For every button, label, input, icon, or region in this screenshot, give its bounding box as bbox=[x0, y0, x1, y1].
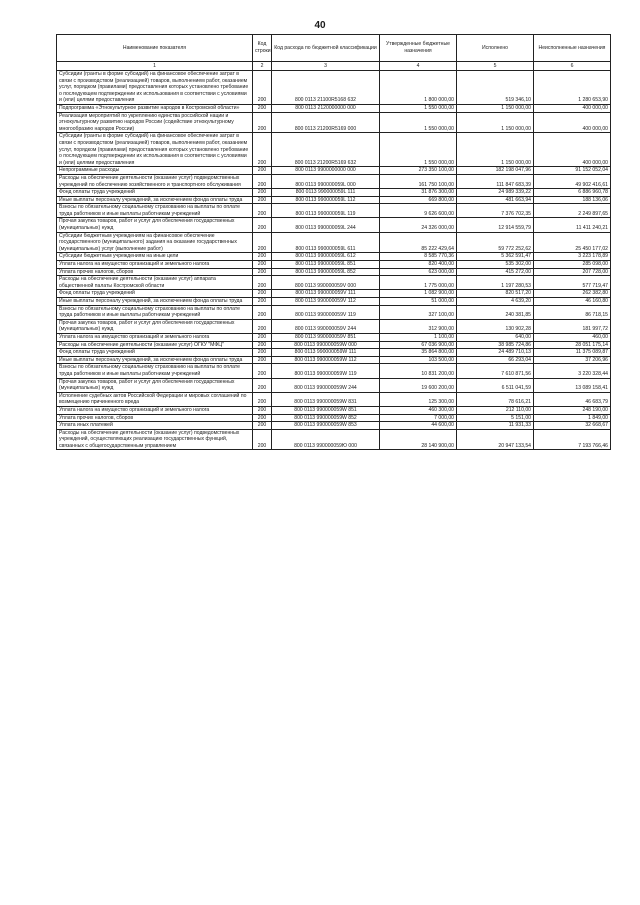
row-line-code: 200 bbox=[253, 290, 272, 298]
row-unexecuted-amount: 3 223 178,89 bbox=[534, 253, 611, 261]
row-executed-amount: 5 362 591,47 bbox=[457, 253, 534, 261]
row-approved-amount: 327 100,00 bbox=[380, 305, 457, 319]
row-name: Уплата прочих налогов, сборов bbox=[57, 268, 253, 276]
row-unexecuted-amount: 400 000,00 bbox=[534, 104, 611, 112]
header-name: Наименование показателя bbox=[57, 35, 253, 62]
row-unexecuted-amount: 6 886 960,78 bbox=[534, 189, 611, 197]
row-name: Прочая закупка товаров, работ и услуг для обеспечения государственных (муниципальных) нужд bbox=[57, 319, 253, 333]
row-approved-amount: 125 300,00 bbox=[380, 392, 457, 406]
header-unexecuted: Неисполненные назначения bbox=[534, 35, 611, 62]
row-unexecuted-amount: 11 375 089,87 bbox=[534, 349, 611, 357]
row-line-code: 200 bbox=[253, 429, 272, 450]
row-expense-code: 800 0113 990000059W 112 bbox=[272, 356, 380, 364]
row-executed-amount: 7 376 702,35 bbox=[457, 204, 534, 218]
row-unexecuted-amount: 46 160,80 bbox=[534, 298, 611, 306]
table-row bbox=[57, 414, 611, 422]
row-executed-amount: 11 931,33 bbox=[457, 422, 534, 430]
column-number: 1 bbox=[57, 62, 253, 71]
table-row bbox=[57, 298, 611, 306]
row-name: Фонд оплаты труда учреждений bbox=[57, 349, 253, 357]
row-expense-code: 800 0113 990000059V 119 bbox=[272, 305, 380, 319]
row-unexecuted-amount: 46 683,79 bbox=[534, 392, 611, 406]
row-unexecuted-amount: 91 152 052,04 bbox=[534, 167, 611, 175]
row-executed-amount: 12 914 559,79 bbox=[457, 218, 534, 232]
row-line-code: 200 bbox=[253, 253, 272, 261]
row-unexecuted-amount: 1 280 653,90 bbox=[534, 71, 611, 105]
table-row bbox=[57, 378, 611, 392]
column-number: 3 bbox=[272, 62, 380, 71]
row-executed-amount: 130 902,28 bbox=[457, 319, 534, 333]
row-approved-amount: 24 326 000,00 bbox=[380, 218, 457, 232]
row-expense-code: 800 0113 990000059W 244 bbox=[272, 378, 380, 392]
row-unexecuted-amount: 32 668,67 bbox=[534, 422, 611, 430]
row-unexecuted-amount: 400 000,00 bbox=[534, 112, 611, 133]
row-executed-amount: 66 293,04 bbox=[457, 356, 534, 364]
row-line-code: 200 bbox=[253, 305, 272, 319]
row-executed-amount: 5 151,00 bbox=[457, 414, 534, 422]
row-approved-amount: 1 775 000,00 bbox=[380, 276, 457, 290]
row-unexecuted-amount: 28 051 175,14 bbox=[534, 341, 611, 349]
row-approved-amount: 623 000,00 bbox=[380, 268, 457, 276]
row-line-code: 200 bbox=[253, 167, 272, 175]
table-row bbox=[57, 406, 611, 414]
row-name: Непрограммные расходы bbox=[57, 167, 253, 175]
row-name: Иные выплаты персоналу учреждений, за исключением фонда оплаты труда bbox=[57, 356, 253, 364]
row-unexecuted-amount: 37 206,96 bbox=[534, 356, 611, 364]
row-expense-code: 800 0113 21200R5169 632 bbox=[272, 133, 380, 167]
row-name: Взносы по обязательному социальному страхованию на выплаты по оплате труда работников и иные выплаты работникам учреждений bbox=[57, 204, 253, 218]
row-unexecuted-amount: 181 997,72 bbox=[534, 319, 611, 333]
table-row bbox=[57, 319, 611, 333]
row-line-code: 200 bbox=[253, 196, 272, 204]
row-name: Иные выплаты персоналу учреждений, за исключением фонда оплаты труда bbox=[57, 196, 253, 204]
row-line-code: 200 bbox=[253, 422, 272, 430]
row-executed-amount: 24 489 710,13 bbox=[457, 349, 534, 357]
row-approved-amount: 1 800 000,00 bbox=[380, 71, 457, 105]
row-approved-amount: 67 036 900,00 bbox=[380, 341, 457, 349]
row-line-code: 200 bbox=[253, 341, 272, 349]
row-line-code: 200 bbox=[253, 333, 272, 341]
row-line-code: 200 bbox=[253, 104, 272, 112]
row-expense-code: 800 0113 990000059L 119 bbox=[272, 204, 380, 218]
row-name: Прочая закупка товаров, работ и услуг для обеспечения государственных (муниципальных) нужд bbox=[57, 378, 253, 392]
row-name: Субсидии бюджетным учреждениям на финансовое обеспечение государственного (муниципального) задания на оказание государственных (муниципальных) услуг (выполнение работ) bbox=[57, 232, 253, 253]
row-executed-amount: 1 197 280,53 bbox=[457, 276, 534, 290]
row-executed-amount: 640,00 bbox=[457, 333, 534, 341]
row-line-code: 200 bbox=[253, 261, 272, 269]
row-expense-code: 800 0113 990000059W 119 bbox=[272, 364, 380, 378]
row-executed-amount: 59 772 252,62 bbox=[457, 232, 534, 253]
row-expense-code: 800 0113 21200R5169 000 bbox=[272, 112, 380, 133]
table-row bbox=[57, 268, 611, 276]
column-number: 6 bbox=[534, 62, 611, 71]
row-line-code: 200 bbox=[253, 218, 272, 232]
row-line-code: 200 bbox=[253, 133, 272, 167]
row-name: Расходы на обеспечение деятельности (оказание услуг) подведомственных учреждений по обеспечению хозяйственного и транспортного обслуживания bbox=[57, 174, 253, 188]
row-expense-code: 800 0113 990000059L 112 bbox=[272, 196, 380, 204]
row-approved-amount: 1 550 000,00 bbox=[380, 112, 457, 133]
row-expense-code: 800 0113 990000059V 112 bbox=[272, 298, 380, 306]
row-approved-amount: 28 140 900,00 bbox=[380, 429, 457, 450]
row-approved-amount: 35 864 800,00 bbox=[380, 349, 457, 357]
row-line-code: 200 bbox=[253, 406, 272, 414]
row-line-code: 200 bbox=[253, 204, 272, 218]
row-name: Иные выплаты персоналу учреждений, за исключением фонда оплаты труда bbox=[57, 298, 253, 306]
table-row bbox=[57, 429, 611, 450]
row-name: Уплата прочих налогов, сборов bbox=[57, 414, 253, 422]
header-executed: Исполнено bbox=[457, 35, 534, 62]
row-unexecuted-amount: 400 000,00 bbox=[534, 133, 611, 167]
table-row bbox=[57, 290, 611, 298]
table-row bbox=[57, 232, 611, 253]
table-row bbox=[57, 422, 611, 430]
table-row bbox=[57, 349, 611, 357]
row-expense-code: 800 0113 990000059L 611 bbox=[272, 232, 380, 253]
row-approved-amount: 51 000,00 bbox=[380, 298, 457, 306]
row-expense-code: 800 0113 990000059V 244 bbox=[272, 319, 380, 333]
table-row bbox=[57, 189, 611, 197]
row-expense-code: 800 0113 990000059W 831 bbox=[272, 392, 380, 406]
row-executed-amount: 1 150 000,00 bbox=[457, 112, 534, 133]
row-executed-amount: 7 610 871,56 bbox=[457, 364, 534, 378]
row-line-code: 200 bbox=[253, 276, 272, 290]
row-unexecuted-amount: 7 193 766,46 bbox=[534, 429, 611, 450]
row-approved-amount: 460 300,00 bbox=[380, 406, 457, 414]
row-line-code: 200 bbox=[253, 378, 272, 392]
row-unexecuted-amount: 13 089 158,41 bbox=[534, 378, 611, 392]
table-row bbox=[57, 204, 611, 218]
table-row bbox=[57, 364, 611, 378]
column-number: 2 bbox=[253, 62, 272, 71]
row-expense-code: 800 0113 990000059L 851 bbox=[272, 261, 380, 269]
row-name: Субсидии бюджетным учреждениям на иные цели bbox=[57, 253, 253, 261]
row-expense-code: 800 0113 990000059W 111 bbox=[272, 349, 380, 357]
table-row bbox=[57, 71, 611, 105]
row-approved-amount: 1 550 000,00 bbox=[380, 133, 457, 167]
row-unexecuted-amount: 2 249 897,65 bbox=[534, 204, 611, 218]
row-unexecuted-amount: 1 849,00 bbox=[534, 414, 611, 422]
row-expense-code: 800 0113 2120000000 000 bbox=[272, 104, 380, 112]
row-name: Фонд оплаты труда учреждений bbox=[57, 290, 253, 298]
row-name: Уплата налога на имущество организаций и земельного налога bbox=[57, 406, 253, 414]
page-number: 40 bbox=[314, 20, 326, 31]
row-expense-code: 800 0113 9900000000 000 bbox=[272, 167, 380, 175]
table-row bbox=[57, 341, 611, 349]
row-expense-code: 800 0113 990000059V 111 bbox=[272, 290, 380, 298]
table-row bbox=[57, 305, 611, 319]
row-unexecuted-amount: 11 411 240,21 bbox=[534, 218, 611, 232]
row-expense-code: 800 0113 990000059L 852 bbox=[272, 268, 380, 276]
row-expense-code: 800 0113 990000059W 852 bbox=[272, 414, 380, 422]
row-name: Расходы на обеспечение деятельности (оказание услуг) подведомственных учреждений, осуществляющих реализацию государственных функций, связанных с общегосударственным управлением bbox=[57, 429, 253, 450]
row-approved-amount: 31 876 300,00 bbox=[380, 189, 457, 197]
row-expense-code: 800 0113 990000059L 612 bbox=[272, 253, 380, 261]
row-name: Реализация мероприятий по укреплению единства российской нации и этнокультурному развитию народов России (содействие этнокультурному многообразию народов России) bbox=[57, 112, 253, 133]
row-expense-code: 800 0113 990000059W 851 bbox=[272, 406, 380, 414]
row-executed-amount: 481 663,94 bbox=[457, 196, 534, 204]
row-name: Расходы на обеспечение деятельности (оказание услуг) аппарата общественной палаты Костромской области bbox=[57, 276, 253, 290]
table-row bbox=[57, 112, 611, 133]
table-row bbox=[57, 261, 611, 269]
row-executed-amount: 519 346,10 bbox=[457, 71, 534, 105]
row-line-code: 200 bbox=[253, 356, 272, 364]
row-executed-amount: 38 985 724,86 bbox=[457, 341, 534, 349]
table-row bbox=[57, 356, 611, 364]
row-approved-amount: 273 350 100,00 bbox=[380, 167, 457, 175]
table-row bbox=[57, 333, 611, 341]
row-name: Фонд оплаты труда учреждений bbox=[57, 189, 253, 197]
row-executed-amount: 20 947 133,54 bbox=[457, 429, 534, 450]
row-expense-code: 800 0113 990000059V 000 bbox=[272, 276, 380, 290]
table-row bbox=[57, 218, 611, 232]
table-row bbox=[57, 253, 611, 261]
budget-execution-table bbox=[56, 34, 611, 450]
row-approved-amount: 10 831 200,00 bbox=[380, 364, 457, 378]
table-row bbox=[57, 276, 611, 290]
table-row bbox=[57, 196, 611, 204]
row-approved-amount: 103 500,00 bbox=[380, 356, 457, 364]
row-unexecuted-amount: 460,00 bbox=[534, 333, 611, 341]
row-unexecuted-amount: 49 902 416,61 bbox=[534, 174, 611, 188]
row-unexecuted-amount: 577 719,47 bbox=[534, 276, 611, 290]
header-approved: Утвержденные бюджетные назначения bbox=[380, 35, 457, 62]
row-name: Уплата налога на имущество организаций и земельного налога bbox=[57, 333, 253, 341]
row-expense-code: 800 0113 990000059L 000 bbox=[272, 174, 380, 188]
row-approved-amount: 85 222 429,64 bbox=[380, 232, 457, 253]
row-line-code: 200 bbox=[253, 298, 272, 306]
row-expense-code: 800 0113 990000059L 111 bbox=[272, 189, 380, 197]
table-body bbox=[57, 71, 611, 450]
row-approved-amount: 8 585 770,36 bbox=[380, 253, 457, 261]
row-line-code: 200 bbox=[253, 174, 272, 188]
row-executed-amount: 1 150 000,00 bbox=[457, 104, 534, 112]
row-line-code: 200 bbox=[253, 112, 272, 133]
row-expense-code: 800 0113 990000059L 244 bbox=[272, 218, 380, 232]
row-unexecuted-amount: 285 098,00 bbox=[534, 261, 611, 269]
table-row bbox=[57, 167, 611, 175]
row-name: Уплата налога на имущество организаций и земельного налога bbox=[57, 261, 253, 269]
row-executed-amount: 212 110,00 bbox=[457, 406, 534, 414]
row-name: Субсидии (гранты в форме субсидий) на финансовое обеспечение затрат в связи с производством (реализацией) товаров, выполнением работ, оказанием услуг, порядком (правилами) предоставления которых установлено требование о последующем подтверждении их использования в соответствии с условиями и (или) целями предоставления bbox=[57, 133, 253, 167]
row-unexecuted-amount: 248 190,00 bbox=[534, 406, 611, 414]
row-approved-amount: 1 100,00 bbox=[380, 333, 457, 341]
header-expense-code: Код расхода по бюджетной классификации bbox=[272, 35, 380, 62]
table-row bbox=[57, 133, 611, 167]
row-name: Взносы по обязательному социальному страхованию на выплаты по оплате труда работников и иные выплаты работникам учреждений bbox=[57, 305, 253, 319]
row-name: Уплата иных платежей bbox=[57, 422, 253, 430]
row-expense-code: 800 0113 21100R5168 632 bbox=[272, 71, 380, 105]
row-name: Субсидии (гранты в форме субсидий) на финансовое обеспечение затрат в связи с производством (реализацией) товаров, выполнением работ, оказанием услуг, порядком (правилами) предоставления которых установлено требование о последующем подтверждении их использования в соответствии с условиями и (или) целями предоставления bbox=[57, 71, 253, 105]
row-unexecuted-amount: 188 136,06 bbox=[534, 196, 611, 204]
row-expense-code: 800 0113 990000059Ю 000 bbox=[272, 429, 380, 450]
row-approved-amount: 19 600 200,00 bbox=[380, 378, 457, 392]
row-executed-amount: 240 381,85 bbox=[457, 305, 534, 319]
row-unexecuted-amount: 25 450 177,02 bbox=[534, 232, 611, 253]
row-approved-amount: 669 800,00 bbox=[380, 196, 457, 204]
row-approved-amount: 820 400,00 bbox=[380, 261, 457, 269]
row-line-code: 200 bbox=[253, 268, 272, 276]
row-executed-amount: 535 302,00 bbox=[457, 261, 534, 269]
row-line-code: 200 bbox=[253, 319, 272, 333]
row-expense-code: 800 0113 990000059W 000 bbox=[272, 341, 380, 349]
row-line-code: 200 bbox=[253, 189, 272, 197]
row-name: Исполнение судебных актов Российской Федерации и мировых соглашений по возмещению причиненного вреда bbox=[57, 392, 253, 406]
row-name: Прочая закупка товаров, работ и услуг для обеспечения государственных (муниципальных) нужд bbox=[57, 218, 253, 232]
row-executed-amount: 820 517,20 bbox=[457, 290, 534, 298]
row-executed-amount: 6 511 041,59 bbox=[457, 378, 534, 392]
table-row bbox=[57, 174, 611, 188]
table-row bbox=[57, 392, 611, 406]
row-executed-amount: 24 989 339,22 bbox=[457, 189, 534, 197]
row-name: Расходы на обеспечение деятельности (оказание услуг) ОГКУ "МФЦ" bbox=[57, 341, 253, 349]
row-line-code: 200 bbox=[253, 414, 272, 422]
row-executed-amount: 111 847 683,39 bbox=[457, 174, 534, 188]
row-line-code: 200 bbox=[253, 349, 272, 357]
row-unexecuted-amount: 207 728,00 bbox=[534, 268, 611, 276]
row-executed-amount: 1 150 000,00 bbox=[457, 133, 534, 167]
column-number-row bbox=[57, 62, 611, 71]
row-executed-amount: 182 198 047,96 bbox=[457, 167, 534, 175]
row-approved-amount: 44 600,00 bbox=[380, 422, 457, 430]
row-name: Подпрограмма «Этнокультурное развитие народов в Костромской области» bbox=[57, 104, 253, 112]
row-line-code: 200 bbox=[253, 232, 272, 253]
row-name: Взносы по обязательному социальному страхованию на выплаты по оплате труда работников и иные выплаты работникам учреждений bbox=[57, 364, 253, 378]
row-approved-amount: 1 082 900,00 bbox=[380, 290, 457, 298]
row-approved-amount: 9 626 600,00 bbox=[380, 204, 457, 218]
table-header-row bbox=[57, 35, 611, 62]
table-row bbox=[57, 104, 611, 112]
row-line-code: 200 bbox=[253, 364, 272, 378]
row-executed-amount: 78 616,21 bbox=[457, 392, 534, 406]
header-line-code: Код строки bbox=[253, 35, 272, 62]
row-line-code: 200 bbox=[253, 392, 272, 406]
row-line-code: 200 bbox=[253, 71, 272, 105]
row-approved-amount: 312 900,00 bbox=[380, 319, 457, 333]
row-unexecuted-amount: 262 382,80 bbox=[534, 290, 611, 298]
row-expense-code: 800 0113 990000059V 851 bbox=[272, 333, 380, 341]
row-expense-code: 800 0113 990000059W 853 bbox=[272, 422, 380, 430]
column-number: 5 bbox=[457, 62, 534, 71]
column-number: 4 bbox=[380, 62, 457, 71]
row-approved-amount: 7 000,00 bbox=[380, 414, 457, 422]
row-executed-amount: 415 272,00 bbox=[457, 268, 534, 276]
row-executed-amount: 4 639,20 bbox=[457, 298, 534, 306]
row-approved-amount: 161 750 100,00 bbox=[380, 174, 457, 188]
row-unexecuted-amount: 3 220 328,44 bbox=[534, 364, 611, 378]
row-approved-amount: 1 550 000,00 bbox=[380, 104, 457, 112]
row-unexecuted-amount: 86 718,15 bbox=[534, 305, 611, 319]
